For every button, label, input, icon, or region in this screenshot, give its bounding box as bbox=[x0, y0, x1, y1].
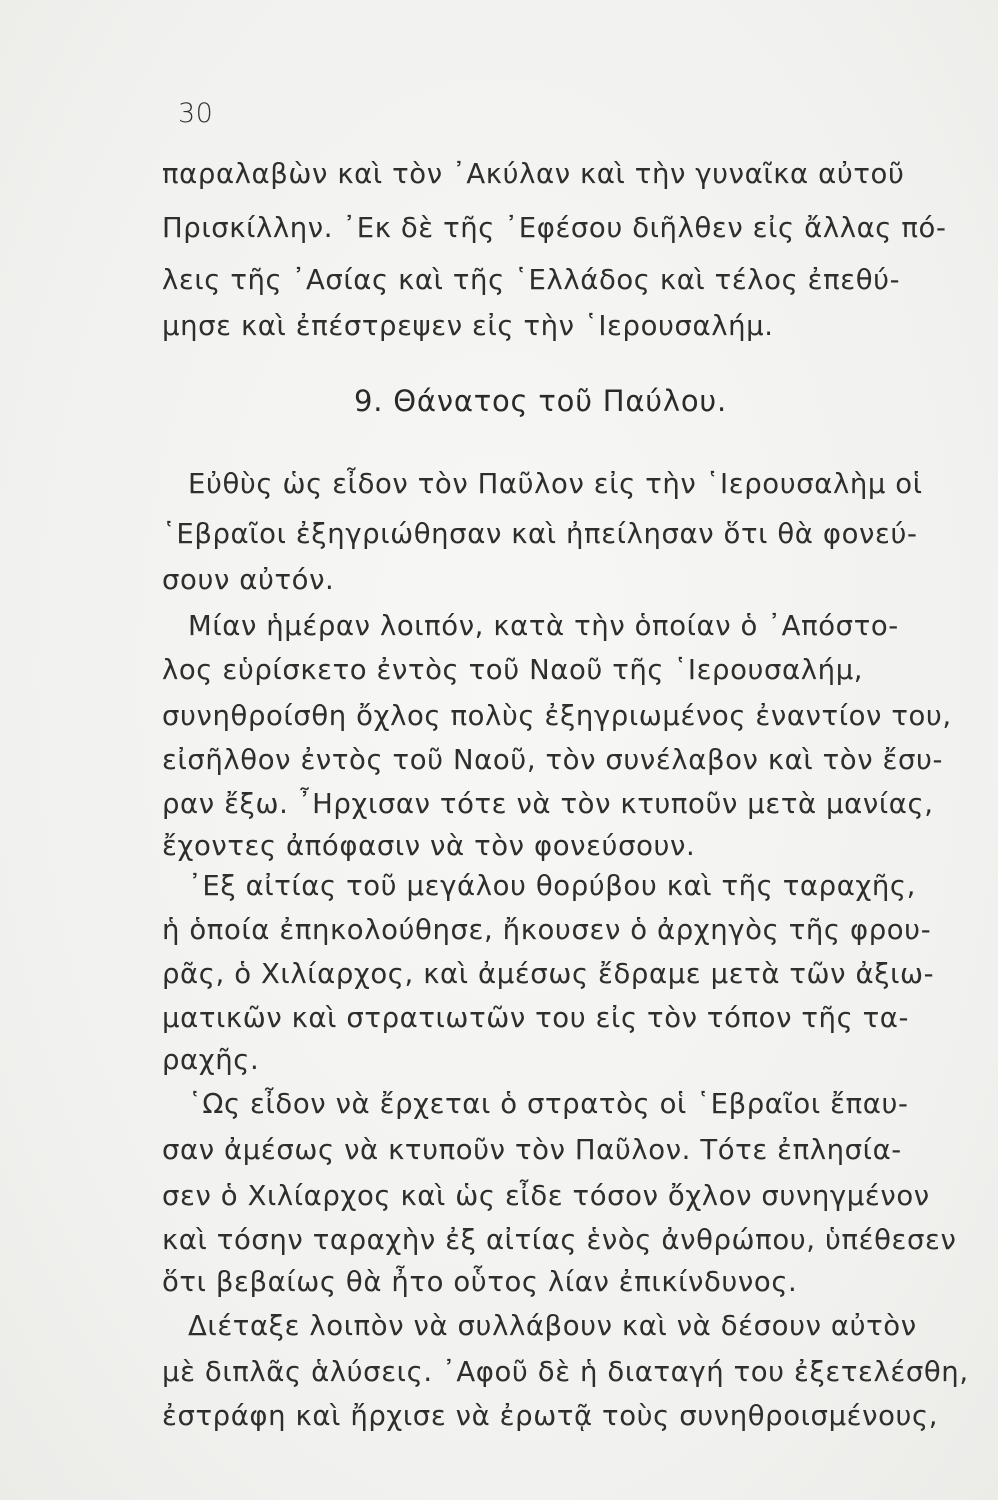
text-line: λεις τῆς ᾿Ασίας καὶ τῆς ῾Ελλάδος καὶ τέλος ἐπεθύ- bbox=[162, 264, 901, 296]
text-line: ματικῶν καὶ στρατιωτῶν του εἰς τὸν τόπον τῆς τα- bbox=[162, 1002, 910, 1034]
text-line: Εὐθὺς ὡς εἶδον τὸν Παῦλον εἰς τὴν ῾Ιερουσαλὴμ οἱ bbox=[188, 468, 923, 500]
text-line: ῾Ως εἶδον νὰ ἔρχεται ὁ στρατὸς οἱ ῾Εβραῖοι ἔπαυ- bbox=[188, 1088, 909, 1120]
text-line: Μίαν ἡμέραν λοιπόν, κατὰ τὴν ὁποίαν ὁ ᾿Απόστο- bbox=[188, 610, 899, 642]
text-line: ῾Εβραῖοι ἐξηγριώθησαν καὶ ἠπείλησαν ὅτι θὰ φονεύ- bbox=[162, 518, 918, 550]
text-line: ραν ἔξω. ῏Ηρχισαν τότε νὰ τὸν κτυποῦν μετὰ μανίας, bbox=[162, 788, 934, 820]
text-line: σουν αὐτόν. bbox=[162, 564, 335, 596]
text-line: σεν ὁ Χιλίαρχος καὶ ὡς εἶδε τόσον ὄχλον συνηγμένον bbox=[162, 1180, 930, 1212]
text-line: ᾿Εξ αἰτίας τοῦ μεγάλου θορύβου καὶ τῆς ταραχῆς, bbox=[188, 870, 917, 902]
text-line: σαν ἀμέσως νὰ κτυποῦν τὸν Παῦλον. Τότε ἐπλησία- bbox=[162, 1134, 902, 1166]
text-line: Πρισκίλλην. ᾿Εκ δὲ τῆς ᾿Εφέσου διῆλθεν εἰς ἄλλας πό- bbox=[162, 212, 947, 244]
text-line: μὲ διπλᾶς ἁλύσεις. ᾿Αφοῦ δὲ ἡ διαταγή του ἐξετελέσθη, bbox=[162, 1356, 969, 1388]
text-line: ρᾶς, ὁ Χιλίαρχος, καὶ ἀμέσως ἔδραμε μετὰ τῶν ἀξιω- bbox=[162, 958, 935, 990]
text-line: συνηθροίσθη ὄχλος πολὺς ἐξηγριωμένος ἐναντίον του, bbox=[162, 700, 952, 732]
section-heading: 9. Θάνατος τοῦ Παύλου. bbox=[354, 384, 727, 418]
text-line: μησε καὶ ἐπέστρεψεν εἰς τὴν ῾Ιερουσαλήμ. bbox=[162, 310, 774, 342]
text-line: ἡ ὁποία ἐπηκολούθησε, ἤκουσεν ὁ ἀρχηγὸς τῆς φρου- bbox=[162, 914, 932, 946]
page-number: 30 bbox=[178, 98, 214, 129]
text-line: ἐστράφη καὶ ἤρχισε νὰ ἐρωτᾷ τοὺς συνηθροισμένους, bbox=[162, 1400, 939, 1432]
text-line: καὶ τόσην ταραχὴν ἐξ αἰτίας ἑνὸς ἀνθρώπου, ὑπέθεσεν bbox=[162, 1224, 957, 1256]
text-line: ἔχοντες ἀπόφασιν νὰ τὸν φονεύσουν. bbox=[162, 830, 696, 862]
text-line: ὅτι βεβαίως θὰ ἦτο οὗτος λίαν ἐπικίνδυνος. bbox=[162, 1266, 798, 1298]
text-line: ραχῆς. bbox=[162, 1044, 260, 1076]
text-line: Διέταξε λοιπὸν νὰ συλλάβουν καὶ νὰ δέσουν αὐτὸν bbox=[188, 1310, 917, 1342]
text-line: παραλαβὼν καὶ τὸν ᾿Ακύλαν καὶ τὴν γυναῖκα αὐτοῦ bbox=[162, 158, 905, 190]
text-line: λος εὑρίσκετο ἐντὸς τοῦ Ναοῦ τῆς ῾Ιερουσαλήμ, bbox=[162, 654, 864, 686]
text-line: εἰσῆλθον ἐντὸς τοῦ Ναοῦ, τὸν συνέλαβον καὶ τὸν ἔσυ- bbox=[162, 744, 944, 776]
